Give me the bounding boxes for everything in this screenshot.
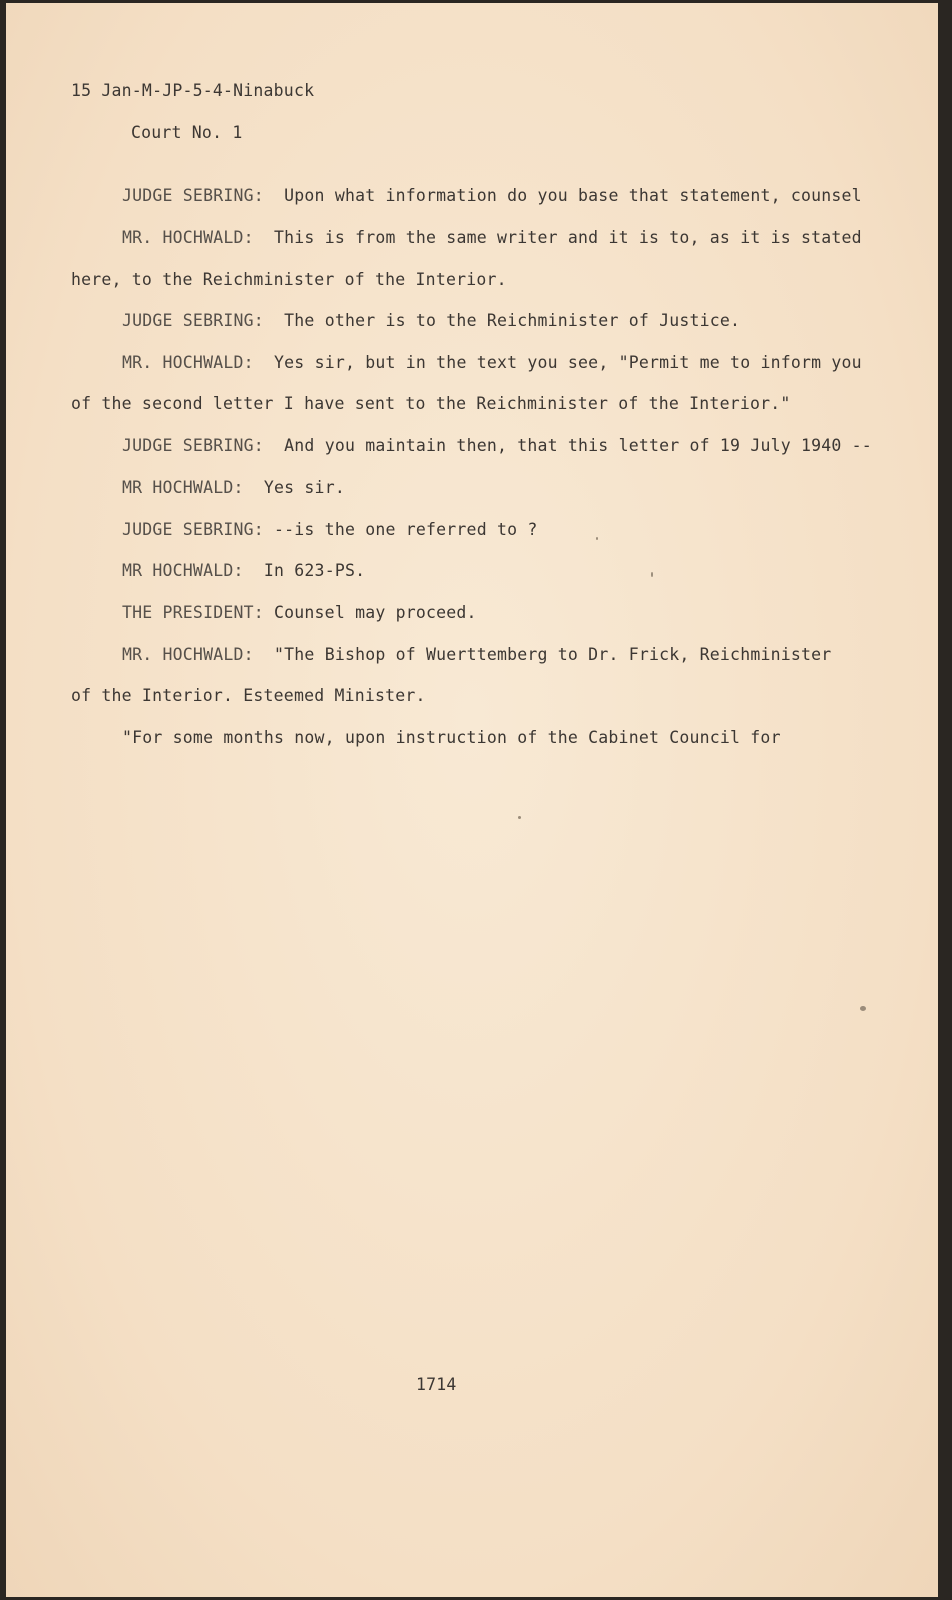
speech-text: Counsel may proceed. [274,603,477,622]
speaker-label: MR HOCHWALD: [122,478,244,497]
speaker-label: JUDGE SEBRING: [122,311,264,330]
transcript-line [122,645,831,665]
speaker-label: MR. HOCHWALD: [122,228,254,247]
speech-text: Yes sir, but in the text you see, "Permit me to inform you [274,353,862,372]
speaker-label: JUDGE SEBRING: [122,436,264,455]
speech-text: Yes sir. [263,478,345,497]
transcript-line [122,228,862,248]
speech-text: Upon what information do you base that statement, counsel [284,186,862,205]
paper-speck [651,572,653,577]
paper-speck [860,1006,866,1011]
transcript-line [122,186,862,206]
transcript-line [122,561,365,581]
transcript-line [122,353,862,373]
speech-text: And you maintain then, that this letter of 19 July 1940 -- [284,436,872,455]
speaker-label: MR. HOCHWALD: [122,353,254,372]
court-label: Court No. 1 [131,123,243,142]
continuation-line: of the second letter I have sent to the Reichminister of the Interior." [71,394,791,413]
transcript-line [122,478,345,498]
speaker-label: MR HOCHWALD: [122,561,244,580]
page-number: 1714 [416,1375,457,1394]
document-page [6,3,938,1597]
speech-text: This is from the same writer and it is to, as it is stated [274,228,862,247]
speech-text: "The Bishop of Wuerttemberg to Dr. Frick, Reichminister [274,645,832,664]
continuation-line: here, to the Reichminister of the Interior. [71,270,507,289]
transcript-line [122,520,538,540]
speaker-label: JUDGE SEBRING: [122,186,264,205]
transcript-line [122,436,872,456]
speaker-label: MR. HOCHWALD: [122,645,254,664]
quoted-paragraph: "For some months now, upon instruction of the Cabinet Council for [122,728,781,747]
speech-text: The other is to the Reichminister of Justice. [284,311,741,330]
transcript-line [122,603,477,623]
speaker-label: JUDGE SEBRING: [122,520,264,539]
speech-text: --is the one referred to ? [274,520,538,539]
speech-text: In 623-PS. [263,561,366,580]
speaker-label: THE PRESIDENT: [122,603,264,622]
transcript-line [122,311,740,331]
paper-speck [518,816,521,819]
paper-speck [596,537,598,540]
document-header-id: 15 Jan-M-JP-5-4-Ninabuck [71,81,315,100]
continuation-line: of the Interior. Esteemed Minister. [71,686,426,705]
